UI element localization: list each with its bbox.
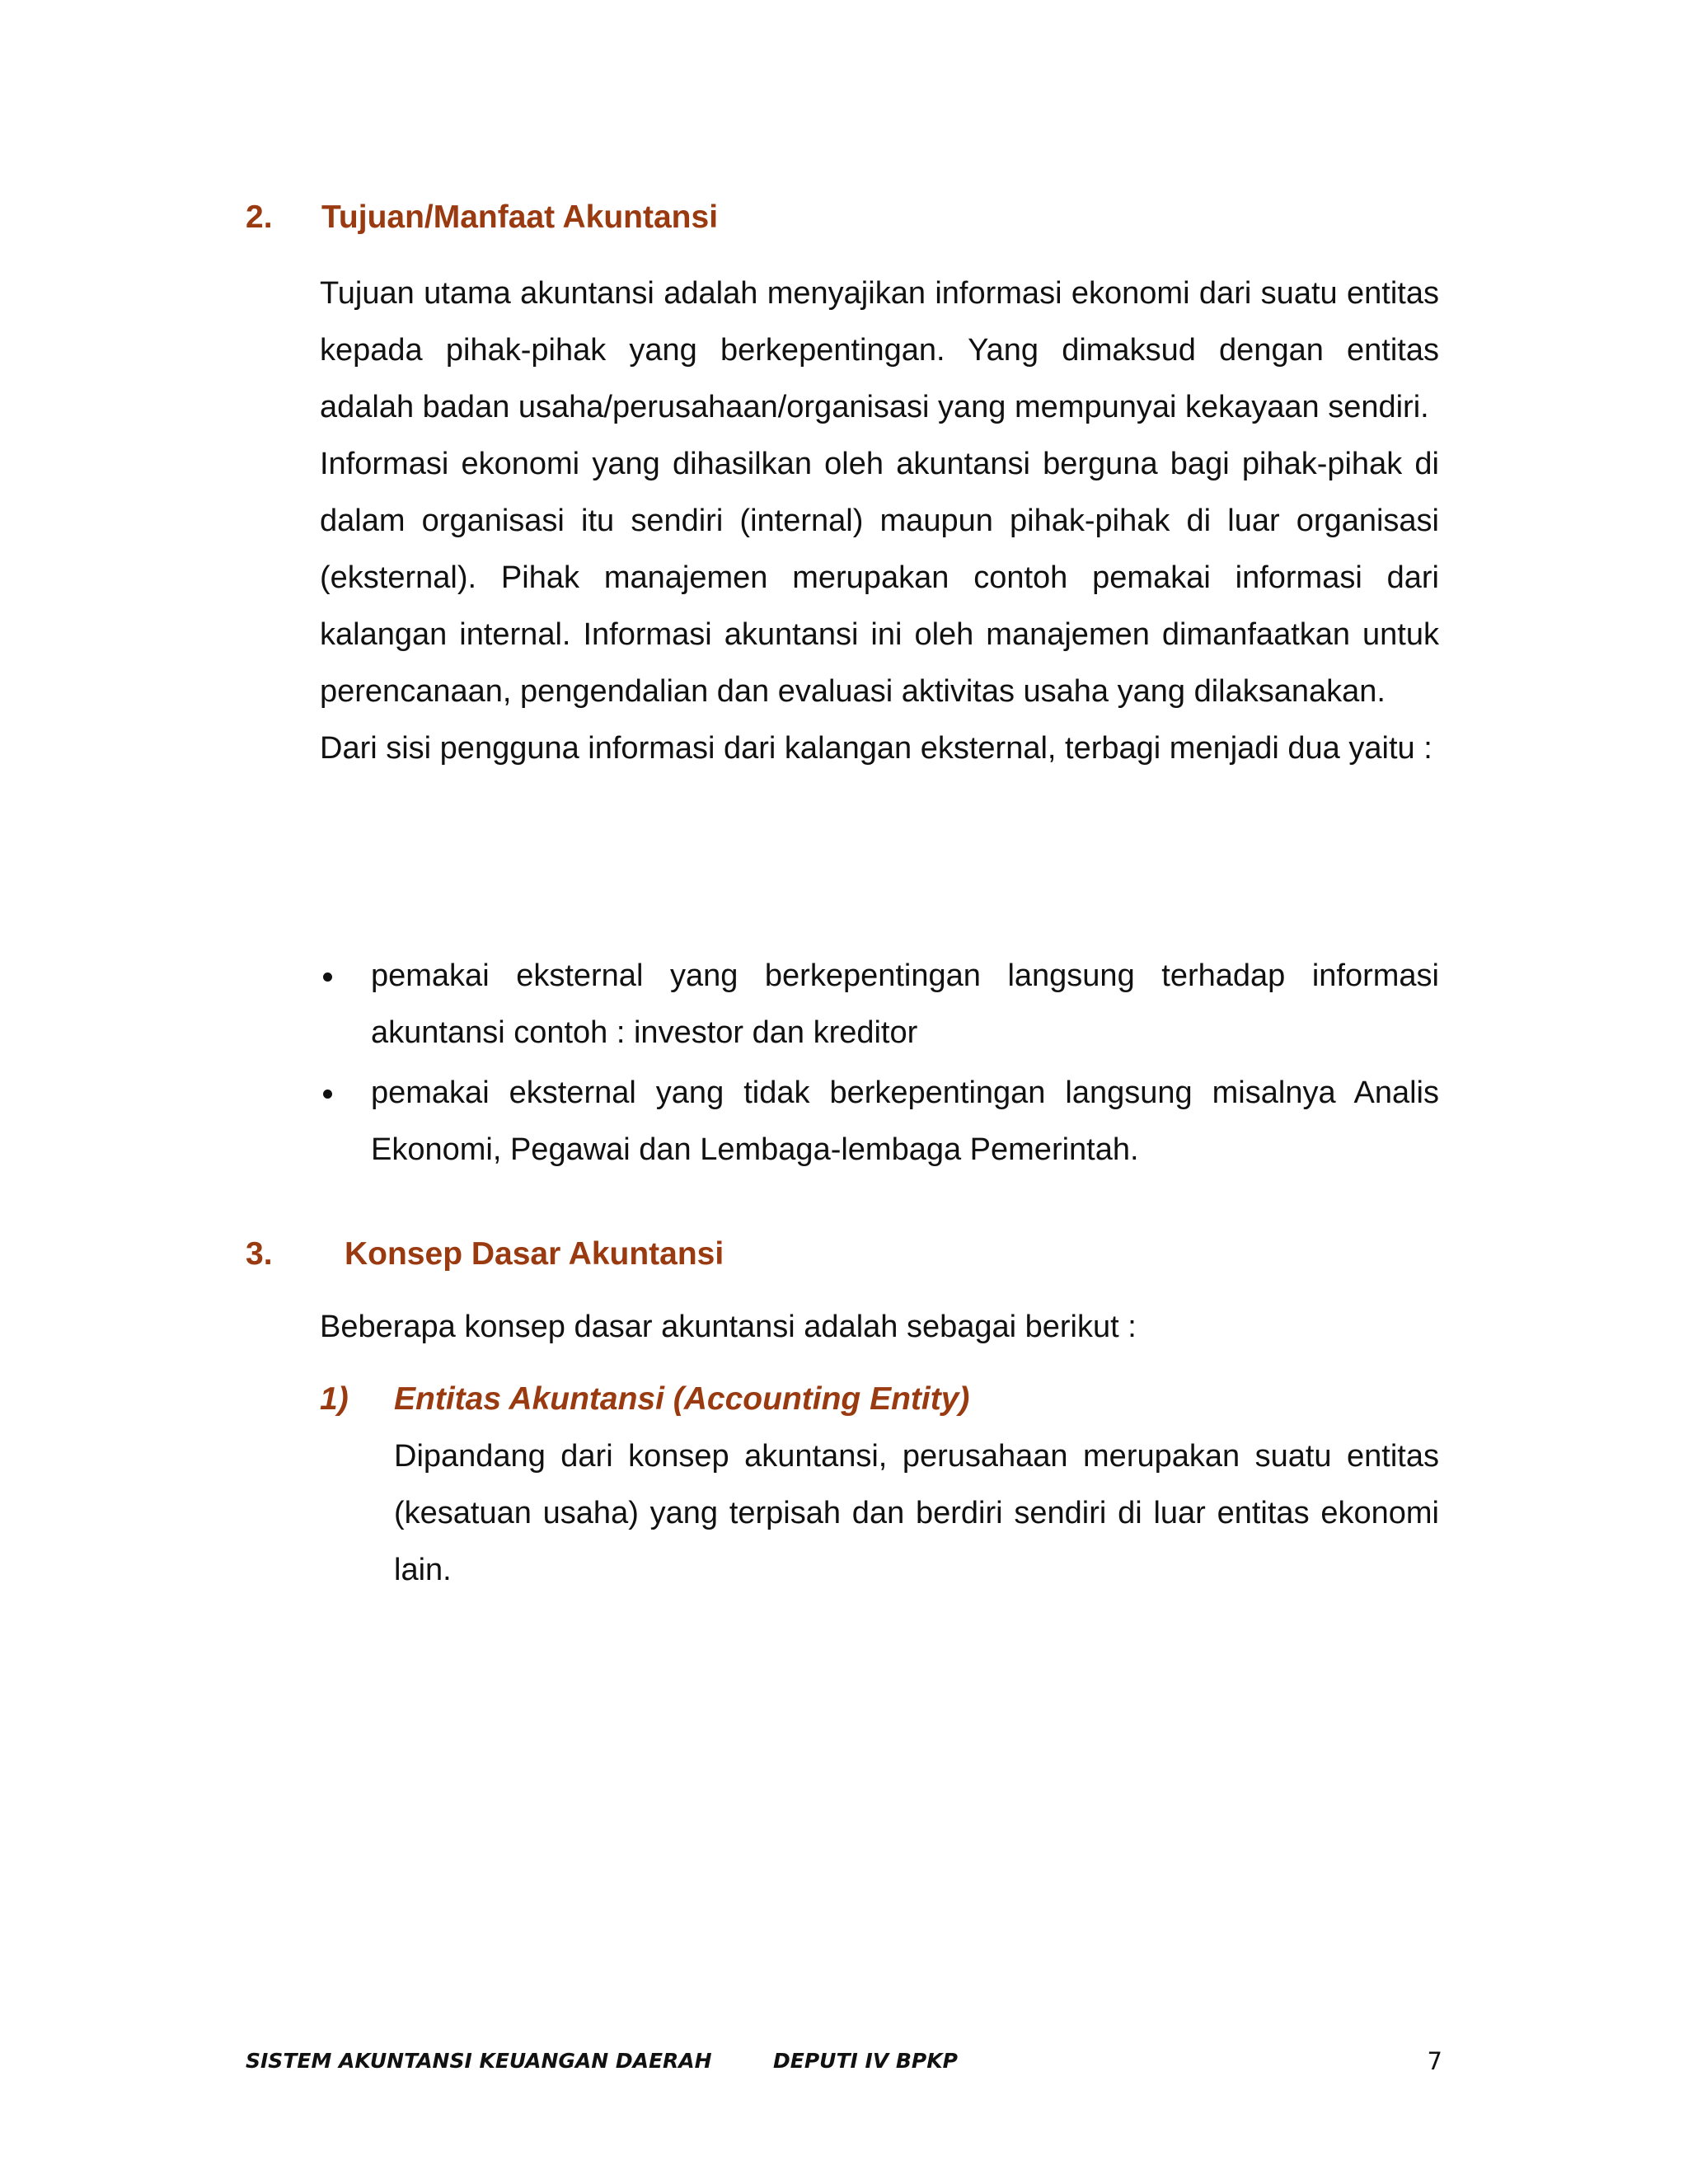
subsection-1-text: Dipandang dari konsep akuntansi, perusahaan merupakan suatu entitas (kesatuan usaha) yang terpisah dan berdiri sendiri di luar entitas ekonomi lain. [394, 1439, 1439, 1587]
section-2-body [320, 265, 1439, 777]
page-number: 7 [1427, 2047, 1442, 2075]
subsection-1-body [394, 1428, 1439, 1599]
bullet-text: pemakai eksternal yang berkepentingan langsung terhadap informasi akuntansi contoh : investor dan kreditor [371, 958, 1439, 1050]
bullet-text: pemakai eksternal yang tidak berkepentingan langsung misalnya Analis Ekonomi, Pegawai dan Lembaga-lembaga Pemerintah. [371, 1076, 1439, 1167]
subsection-1-title: Entitas Akuntansi (Accounting Entity) [394, 1381, 970, 1417]
footer-middle-text: DEPUTI IV BPKP [773, 2049, 958, 2073]
section-2-title: Tujuan/Manfaat Akuntansi [321, 199, 719, 235]
section-3-title: Konsep Dasar Akuntansi [345, 1236, 724, 1272]
list-item [320, 1065, 1439, 1179]
section-2-paragraph-2: Informasi ekonomi yang dihasilkan oleh akuntansi berguna bagi pihak-pihak di dalam organisasi itu sendiri (internal) maupun pihak-pihak di luar organisasi (eksternal). Pihak manajemen merupakan contoh pemakai informasi dari kalangan internal. Informasi akuntansi ini oleh manajemen dimanfaatkan untuk perencanaan, pengendalian dan evaluasi aktivitas usaha yang dilaksanakan. [320, 447, 1439, 709]
list-item [320, 948, 1439, 1062]
section-3-number: 3. [246, 1236, 273, 1272]
section-2-number: 2. [246, 199, 273, 235]
section-3-heading [246, 1236, 823, 1277]
section-2-heading [246, 199, 823, 241]
subsection-1-number: 1) [320, 1381, 349, 1417]
footer-left-text: SISTEM AKUNTANSI KEUANGAN DAERAH [246, 2049, 712, 2073]
section-2-paragraph-1: Tujuan utama akuntansi adalah menyajikan informasi ekonomi dari suatu entitas kepada pihak-pihak yang berkepentingan. Yang dimaksud dengan entitas adalah badan usaha/perusahaan/organisasi yang mempunyai kekayaan sendiri. [320, 276, 1439, 424]
bullet-icon [323, 972, 332, 982]
section-2-bullet-list [320, 948, 1439, 1182]
subsection-1-heading [320, 1381, 1062, 1422]
section-3-intro-text: Beberapa konsep dasar akuntansi adalah sebagai berikut : [320, 1310, 1137, 1344]
section-3-intro [320, 1299, 1439, 1356]
section-2-paragraph-3: Dari sisi pengguna informasi dari kalangan eksternal, terbagi menjadi dua yaitu : [320, 731, 1432, 766]
bullet-icon [323, 1090, 332, 1099]
